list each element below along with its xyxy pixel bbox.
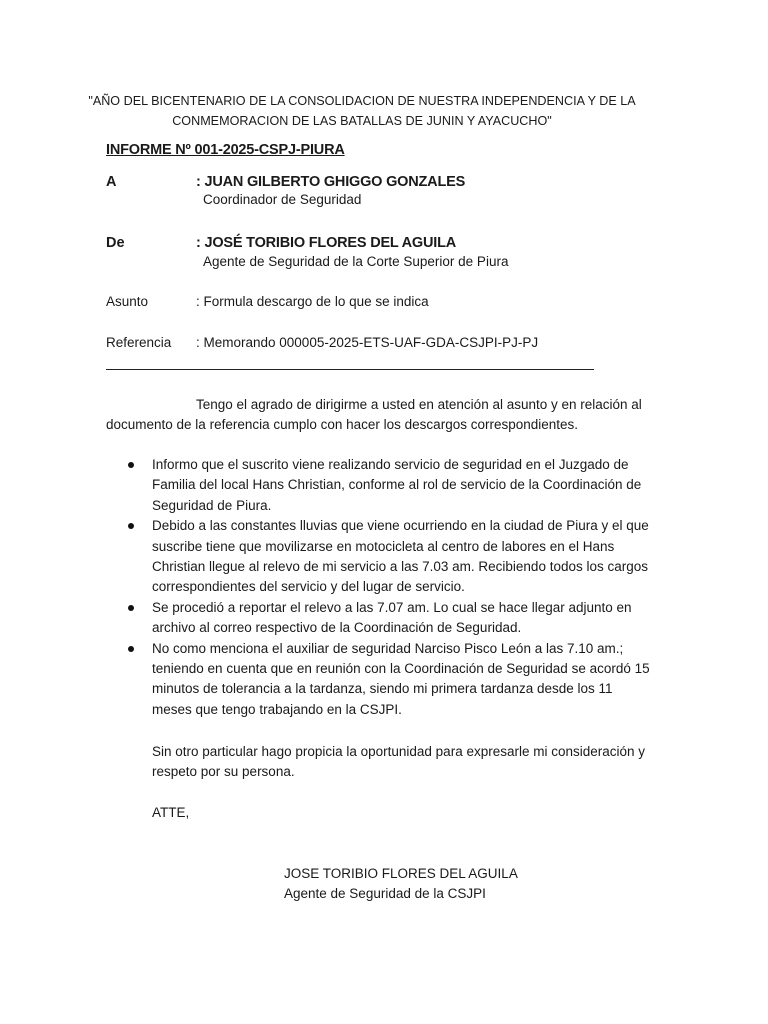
header-line-1: "AÑO DEL BICENTENARIO DE LA CONSOLIDACION DE NUESTRA INDEPENDENCIA Y DE LA [88, 94, 636, 108]
subject-value: : Formula descargo de lo que se indica [196, 294, 429, 309]
bullet-line: archivo al correo respectivo de la Coordinación de Seguridad. [152, 620, 522, 636]
signature-name: JOSE TORIBIO FLORES DEL AGUILA [284, 866, 518, 881]
bullet-line: Informo que el suscrito viene realizando servicio de seguridad en el Juzgado de [152, 457, 629, 472]
bullet-icon [128, 646, 134, 652]
list-item [128, 639, 668, 721]
intro-line-2: documento de la referencia cumplo con hacer los descargos correspondientes. [106, 417, 579, 432]
bullet-line: No como menciona el auxiliar de seguridad Narciso Pisco León a las 7.10 am.; [152, 640, 624, 656]
bullet-icon [128, 605, 134, 611]
closing-line-1: Sin otro particular hago propicia la oportunidad para expresarle mi consideración y [152, 744, 646, 759]
closing-atte: ATTE, [152, 805, 190, 820]
bullet-line: Christian llegue al relevo de mi servicio a las 7.03 am. Recibiendo todos los cargos [152, 559, 648, 575]
bullet-line: suscribe tiene que movilizarse en motocicleta al centro de labores en el Hans [152, 538, 615, 554]
separator-rule [106, 369, 594, 370]
recipient-label: A [106, 174, 117, 190]
closing-line-2: respeto por su persona. [152, 764, 295, 779]
bullet-line: teniendo en cuenta que en reunión con la Coordinación de Seguridad se acordó 15 [152, 661, 650, 677]
recipient-name: : JUAN GILBERTO GHIGGO GONZALES [196, 174, 466, 190]
bullet-line: minutos de tolerancia a la tardanza, siendo mi primera tardanza desde los 11 [152, 681, 613, 697]
bullet-line: correspondientes del servicio y del lugar de servicio. [152, 579, 465, 595]
recipient-role: Coordinador de Seguridad [203, 192, 362, 207]
bullet-line: Seguridad de Piura. [152, 497, 272, 513]
sender-role: Agente de Seguridad de la Corte Superior de Piura [203, 254, 509, 269]
bullet-icon [128, 523, 134, 529]
bullet-icon [128, 462, 134, 468]
report-title: INFORME Nº 001-2025-CSPJ-PIURA [106, 142, 345, 158]
sender-name: : JOSÉ TORIBIO FLORES DEL AGUILA [196, 235, 456, 251]
bullet-line: Se procedió a reportar el relevo a las 7.07 am. Lo cual se hace llegar adjunto en [152, 599, 632, 615]
bullet-line: Familia del local Hans Christian, conforme al rol de servicio de la Coordinación de [152, 477, 642, 493]
bullet-line: meses que tengo trabajando en la CSJPI. [152, 701, 402, 717]
list-item [128, 516, 668, 598]
reference-label: Referencia [106, 335, 172, 350]
intro-line-1: Tengo el agrado de dirigirme a usted en atención al asunto y en relación al [196, 397, 642, 412]
header-line-2: CONMEMORACION DE LAS BATALLAS DE JUNIN Y AYACUCHO" [172, 114, 552, 128]
bullet-line: Debido a las constantes lluvias que viene ocurriendo en la ciudad de Piura y el que [152, 518, 649, 534]
reference-value: : Memorando 000005-2025-ETS-UAF-GDA-CSJPI-PJ-PJ [196, 335, 539, 350]
list-item [128, 598, 668, 639]
bullet-list [128, 455, 668, 720]
sender-label: De [106, 235, 125, 251]
list-item [128, 455, 668, 516]
signature-role: Agente de Seguridad de la CSJPI [284, 886, 486, 901]
subject-label: Asunto [106, 294, 149, 309]
